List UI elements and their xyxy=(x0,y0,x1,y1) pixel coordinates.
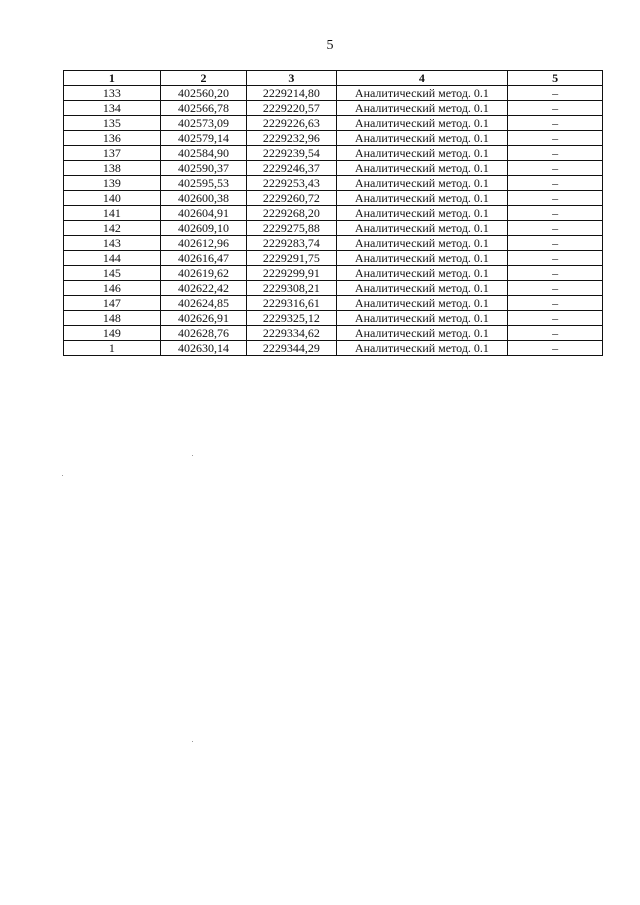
note-cell: – xyxy=(508,131,603,146)
method-cell: Аналитический метод. 0.1 xyxy=(336,236,508,251)
table-row xyxy=(64,131,603,146)
note-cell: – xyxy=(508,236,603,251)
table-row xyxy=(64,326,603,341)
point-number-cell: 136 xyxy=(64,131,161,146)
table-row xyxy=(64,176,603,191)
table-header-row xyxy=(64,71,603,86)
y-coordinate-cell: 2229220,57 xyxy=(247,101,336,116)
note-cell: – xyxy=(508,326,603,341)
note-cell: – xyxy=(508,146,603,161)
point-number-cell: 141 xyxy=(64,206,161,221)
x-coordinate-cell: 402604,91 xyxy=(160,206,246,221)
method-cell: Аналитический метод. 0.1 xyxy=(336,281,508,296)
y-coordinate-cell: 2229260,72 xyxy=(247,191,336,206)
table-row xyxy=(64,146,603,161)
coordinates-table xyxy=(63,70,603,356)
x-coordinate-cell: 402573,09 xyxy=(160,116,246,131)
method-cell: Аналитический метод. 0.1 xyxy=(336,86,508,101)
method-cell: Аналитический метод. 0.1 xyxy=(336,266,508,281)
method-cell: Аналитический метод. 0.1 xyxy=(336,311,508,326)
method-cell: Аналитический метод. 0.1 xyxy=(336,341,508,356)
point-number-cell: 144 xyxy=(64,251,161,266)
method-cell: Аналитический метод. 0.1 xyxy=(336,116,508,131)
y-coordinate-cell: 2229283,74 xyxy=(247,236,336,251)
note-cell: – xyxy=(508,101,603,116)
note-cell: – xyxy=(508,86,603,101)
table-row xyxy=(64,191,603,206)
method-cell: Аналитический метод. 0.1 xyxy=(336,296,508,311)
scan-speck xyxy=(62,475,63,476)
table-row xyxy=(64,281,603,296)
y-coordinate-cell: 2229299,91 xyxy=(247,266,336,281)
column-header-3: 3 xyxy=(247,71,336,86)
x-coordinate-cell: 402612,96 xyxy=(160,236,246,251)
point-number-cell: 143 xyxy=(64,236,161,251)
note-cell: – xyxy=(508,281,603,296)
point-number-cell: 135 xyxy=(64,116,161,131)
y-coordinate-cell: 2229275,88 xyxy=(247,221,336,236)
table-row xyxy=(64,266,603,281)
column-header-2: 2 xyxy=(160,71,246,86)
table-row xyxy=(64,86,603,101)
point-number-cell: 133 xyxy=(64,86,161,101)
y-coordinate-cell: 2229214,80 xyxy=(247,86,336,101)
x-coordinate-cell: 402600,38 xyxy=(160,191,246,206)
point-number-cell: 140 xyxy=(64,191,161,206)
method-cell: Аналитический метод. 0.1 xyxy=(336,326,508,341)
note-cell: – xyxy=(508,191,603,206)
note-cell: – xyxy=(508,266,603,281)
y-coordinate-cell: 2229291,75 xyxy=(247,251,336,266)
y-coordinate-cell: 2229334,62 xyxy=(247,326,336,341)
y-coordinate-cell: 2229308,21 xyxy=(247,281,336,296)
point-number-cell: 138 xyxy=(64,161,161,176)
table-row xyxy=(64,236,603,251)
y-coordinate-cell: 2229316,61 xyxy=(247,296,336,311)
method-cell: Аналитический метод. 0.1 xyxy=(336,191,508,206)
x-coordinate-cell: 402584,90 xyxy=(160,146,246,161)
x-coordinate-cell: 402626,91 xyxy=(160,311,246,326)
y-coordinate-cell: 2229226,63 xyxy=(247,116,336,131)
method-cell: Аналитический метод. 0.1 xyxy=(336,161,508,176)
note-cell: – xyxy=(508,161,603,176)
method-cell: Аналитический метод. 0.1 xyxy=(336,146,508,161)
method-cell: Аналитический метод. 0.1 xyxy=(336,206,508,221)
table-row xyxy=(64,341,603,356)
y-coordinate-cell: 2229239,54 xyxy=(247,146,336,161)
note-cell: – xyxy=(508,206,603,221)
column-header-1: 1 xyxy=(64,71,161,86)
x-coordinate-cell: 402560,20 xyxy=(160,86,246,101)
x-coordinate-cell: 402590,37 xyxy=(160,161,246,176)
note-cell: – xyxy=(508,221,603,236)
table-row xyxy=(64,161,603,176)
x-coordinate-cell: 402609,10 xyxy=(160,221,246,236)
table-body xyxy=(64,86,603,356)
scan-speck xyxy=(192,741,193,742)
note-cell: – xyxy=(508,251,603,266)
table-row xyxy=(64,221,603,236)
point-number-cell: 1 xyxy=(64,341,161,356)
point-number-cell: 137 xyxy=(64,146,161,161)
column-header-5: 5 xyxy=(508,71,603,86)
table-row xyxy=(64,116,603,131)
table-row xyxy=(64,206,603,221)
x-coordinate-cell: 402628,76 xyxy=(160,326,246,341)
note-cell: – xyxy=(508,176,603,191)
x-coordinate-cell: 402566,78 xyxy=(160,101,246,116)
x-coordinate-cell: 402616,47 xyxy=(160,251,246,266)
x-coordinate-cell: 402622,42 xyxy=(160,281,246,296)
y-coordinate-cell: 2229246,37 xyxy=(247,161,336,176)
table-row xyxy=(64,101,603,116)
note-cell: – xyxy=(508,116,603,131)
x-coordinate-cell: 402595,53 xyxy=(160,176,246,191)
note-cell: – xyxy=(508,296,603,311)
point-number-cell: 145 xyxy=(64,266,161,281)
x-coordinate-cell: 402579,14 xyxy=(160,131,246,146)
table-row xyxy=(64,311,603,326)
x-coordinate-cell: 402619,62 xyxy=(160,266,246,281)
method-cell: Аналитический метод. 0.1 xyxy=(336,176,508,191)
column-header-4: 4 xyxy=(336,71,508,86)
method-cell: Аналитический метод. 0.1 xyxy=(336,221,508,236)
y-coordinate-cell: 2229344,29 xyxy=(247,341,336,356)
y-coordinate-cell: 2229268,20 xyxy=(247,206,336,221)
point-number-cell: 139 xyxy=(64,176,161,191)
point-number-cell: 134 xyxy=(64,101,161,116)
method-cell: Аналитический метод. 0.1 xyxy=(336,251,508,266)
page-number: 5 xyxy=(326,38,334,53)
y-coordinate-cell: 2229253,43 xyxy=(247,176,336,191)
note-cell: – xyxy=(508,311,603,326)
point-number-cell: 146 xyxy=(64,281,161,296)
note-cell: – xyxy=(508,341,603,356)
point-number-cell: 142 xyxy=(64,221,161,236)
table-row xyxy=(64,251,603,266)
point-number-cell: 149 xyxy=(64,326,161,341)
point-number-cell: 147 xyxy=(64,296,161,311)
method-cell: Аналитический метод. 0.1 xyxy=(336,131,508,146)
x-coordinate-cell: 402630,14 xyxy=(160,341,246,356)
x-coordinate-cell: 402624,85 xyxy=(160,296,246,311)
scan-speck xyxy=(192,455,193,456)
table-row xyxy=(64,296,603,311)
y-coordinate-cell: 2229325,12 xyxy=(247,311,336,326)
method-cell: Аналитический метод. 0.1 xyxy=(336,101,508,116)
point-number-cell: 148 xyxy=(64,311,161,326)
y-coordinate-cell: 2229232,96 xyxy=(247,131,336,146)
